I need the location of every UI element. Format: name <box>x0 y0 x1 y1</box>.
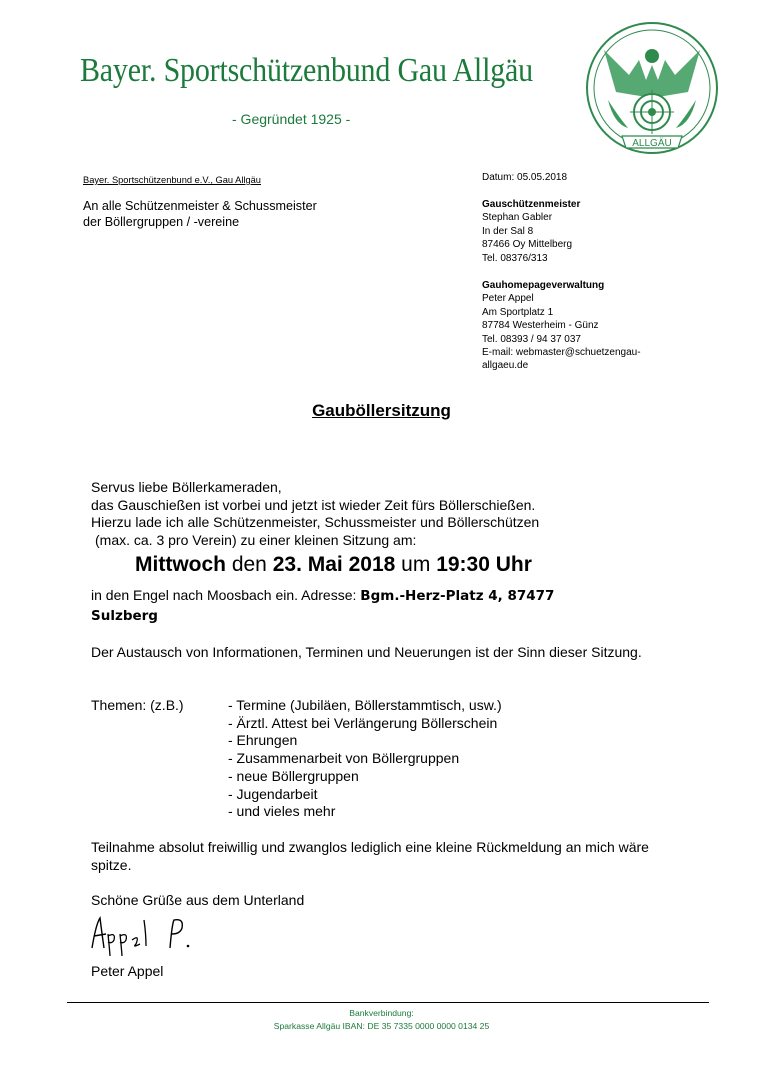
intro-paragraph <box>91 479 539 549</box>
contact-email: E-mail: webmaster@schuetzengau- <box>482 347 641 359</box>
intro-line: Servus liebe Böllerkameraden, <box>91 479 282 495</box>
topic-item: - neue Böllergruppen <box>228 767 359 784</box>
bank-account: Sparkasse Allgäu IBAN: DE 35 7335 0000 0000 0134 25 <box>273 1021 490 1031</box>
topics-label: Themen: (z.B.) <box>91 697 184 713</box>
recipient-line: der Böllergruppen / -vereine <box>83 215 240 229</box>
contact-role: Gauschützenmeister <box>482 199 581 210</box>
handwritten-signature <box>88 914 208 958</box>
meeting-datetime <box>135 553 532 577</box>
meeting-word-den: den <box>231 553 267 576</box>
organization-title: Bayer. Sportschützenbund Gau Allgäu <box>80 52 533 89</box>
letter-subject: Gauböllersitzung <box>312 401 451 420</box>
topic-item: - Termine (Jubiläen, Böllerstammtisch, usw.) <box>228 697 502 713</box>
footer-divider <box>67 1002 709 1003</box>
recipient-block <box>83 198 317 230</box>
contact-line: Peter Appel <box>482 293 534 305</box>
contact-line: 87784 Westerheim - Günz <box>482 320 599 332</box>
founded-line: - Gegründet 1925 - <box>232 111 351 127</box>
contact-line: Am Sportplatz 1 <box>482 306 554 318</box>
intro-line: Hierzu lade ich alle Schützenmeister, Schussmeister und Böllerschützen <box>91 514 540 531</box>
contact-block <box>482 198 580 265</box>
contact-line: Stephan Gabler <box>482 212 553 224</box>
contact-role: Gauhomepageverwaltung <box>482 280 605 291</box>
intro-line: (max. ca. 3 pro Verein) zu einer kleinen Sitzung am: <box>95 531 417 548</box>
contact-line: Tel. 08393 / 94 37 037 <box>482 333 581 345</box>
topics-list <box>228 697 502 821</box>
logo-banner-text: ALLGÄU <box>632 138 672 149</box>
recipient-line: An alle Schützenmeister & Schussmeister <box>83 199 317 213</box>
topic-item: - Zusammenarbeit von Böllergruppen <box>228 750 460 767</box>
location-prefix: in den Engel nach Moosbach ein. Adresse: <box>91 587 361 603</box>
location-line <box>91 587 554 606</box>
topic-item: - Ärztl. Attest bei Verlängerung Böllerschein <box>228 714 498 731</box>
meeting-word-um: um <box>401 553 431 576</box>
association-logo <box>584 20 720 156</box>
contact-line: 87466 Oy Mittelberg <box>482 239 573 251</box>
purpose-paragraph: Der Austausch von Informationen, Terminen und Neuerungen ist der Sinn dieser Sitzung. <box>91 644 642 660</box>
topic-item: - und vieles mehr <box>228 803 336 820</box>
sender-line: Bayer. Sportschützenbund e.V., Gau Allgäu <box>83 175 261 185</box>
topic-item: - Jugendarbeit <box>228 785 318 802</box>
meeting-time: 19:30 Uhr <box>436 553 532 576</box>
topic-item: - Ehrungen <box>228 732 298 749</box>
contact-block <box>482 279 641 373</box>
greeting: Schöne Grüße aus dem Unterland <box>91 892 305 908</box>
location-city: Sulzberg <box>91 608 158 624</box>
location-address: Bgm.-Herz-Platz 4, 87477 <box>360 588 555 604</box>
meeting-weekday: Mittwoch <box>135 553 226 576</box>
meeting-date: 23. Mai 2018 <box>272 553 396 576</box>
contact-line: In der Sal 8 <box>482 225 534 237</box>
letter-date: Datum: 05.05.2018 <box>482 172 568 183</box>
participation-paragraph: Teilnahme absolut freiwillig und zwanglos lediglich eine kleine Rückmeldung an mich wäre spitze. <box>91 839 649 873</box>
contact-email: allgaeu.de <box>482 360 529 372</box>
intro-line: das Gauschießen ist vorbei und jetzt ist wieder Zeit fürs Böllerschießen. <box>91 496 536 513</box>
signature-name: Peter Appel <box>91 963 164 979</box>
contact-line: Tel. 08376/313 <box>482 252 548 264</box>
bank-label: Bankverbindung: <box>349 1008 414 1018</box>
